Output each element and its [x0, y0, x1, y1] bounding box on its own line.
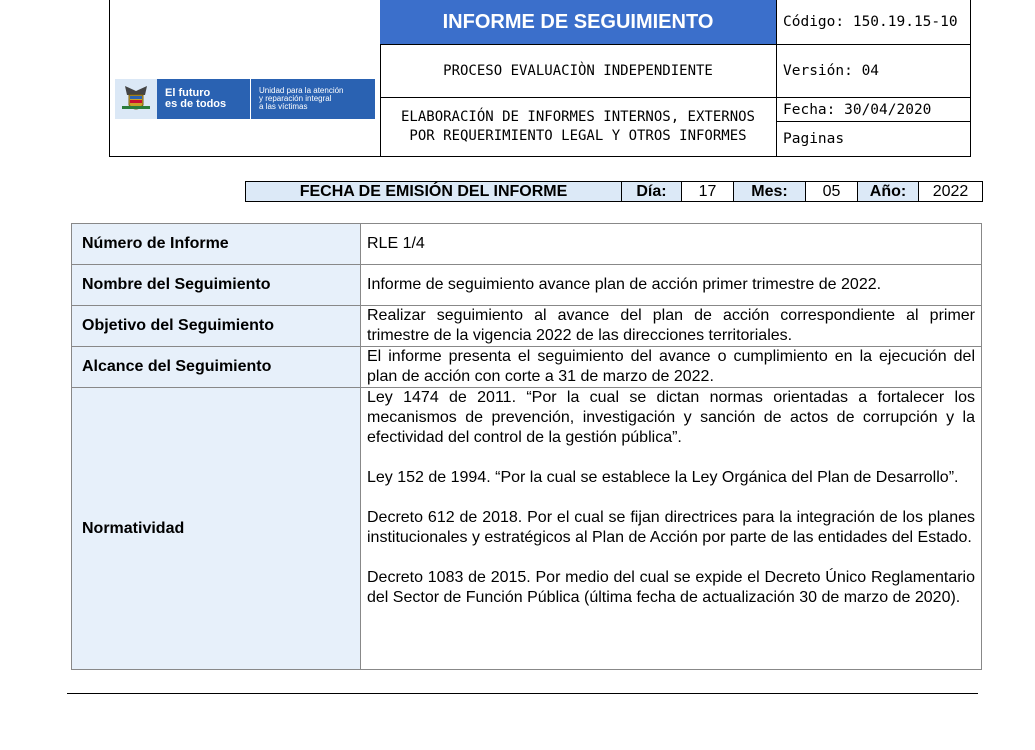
document-date: Fecha: 30/04/2020 — [777, 98, 970, 122]
table-row — [72, 265, 982, 306]
report-number-label: Número de Informe — [72, 224, 361, 265]
followup-name-value: Informe de seguimiento avance plan de acción primer trimestre de 2022. — [361, 265, 982, 306]
emission-date-row — [245, 181, 983, 202]
process-name: PROCESO EVALUACIÒN INDEPENDIENTE — [380, 45, 777, 98]
regulations-value — [361, 388, 982, 670]
table-row — [72, 224, 982, 265]
colombia-coat-of-arms-icon — [115, 79, 157, 119]
regulation-item: Decreto 1083 de 2015. Por medio del cual se expide el Decreto Único Reglamentario del Sector de Función Pública (última fecha de actualización 30 de marzo de 2020). — [367, 569, 975, 606]
brand-line-1: El futuro — [165, 87, 211, 99]
regulation-item: Ley 1474 de 2011. “Por la cual se dictan normas orientadas a fortalecer los mecanismos de prevención, investigación y sanción de actos de corrupción y la efectividad del control de la gestión pública”. — [367, 389, 975, 446]
document-title: INFORME DE SEGUIMIENTO — [380, 0, 777, 45]
entity-line-1: Unidad para la atención — [259, 86, 344, 95]
report-info-table — [71, 223, 982, 670]
subprocess-name: ELABORACIÓN DE INFORMES INTERNOS, EXTERNOS POR REQUERIMIENTO LEGAL Y OTROS INFORMES — [380, 98, 777, 156]
scope-label: Alcance del Seguimiento — [72, 347, 361, 388]
regulations-label: Normatividad — [72, 388, 361, 670]
year-label: Año: — [858, 182, 919, 201]
regulation-item: Ley 152 de 1994. “Por la cual se establece la Ley Orgánica del Plan de Desarrollo”. — [367, 469, 959, 486]
logo-cell — [110, 0, 381, 156]
entity-line-2: y reparación integral — [259, 94, 332, 103]
document-pages: Paginas — [783, 131, 845, 147]
day-value: 17 — [682, 182, 734, 201]
month-value: 05 — [806, 182, 858, 201]
year-value: 2022 — [919, 182, 982, 201]
table-row — [72, 347, 982, 388]
brand-slogan — [157, 79, 250, 119]
objective-value: Realizar seguimiento al avance del plan de acción correspondiente al primer trimestre de la vigencia 2022 de las direcciones territoriales. — [361, 306, 982, 347]
brand-line-2: es de todos — [165, 98, 227, 110]
table-row — [72, 306, 982, 347]
report-number-value: RLE 1/4 — [361, 224, 982, 265]
objective-label: Objetivo del Seguimiento — [72, 306, 361, 347]
institution-logo — [115, 79, 375, 119]
document-header — [109, 0, 971, 157]
page-divider — [67, 693, 978, 694]
regulation-item: Decreto 612 de 2018. Por el cual se fijan directrices para la integración de los planes institucionales y estratégicos al Plan de Acción por parte de las entidades del Estado. — [367, 509, 975, 546]
document-code: Código: 150.19.15-10 — [777, 0, 970, 45]
month-label: Mes: — [734, 182, 806, 201]
scope-value: El informe presenta el seguimiento del avance o cumplimiento en la ejecución del plan de acción con corte a 31 de marzo de 2022. — [361, 347, 982, 388]
document-version: Versión: 04 — [777, 45, 970, 98]
entity-line-3: a las víctimas — [259, 102, 308, 111]
followup-name-label: Nombre del Seguimiento — [72, 265, 361, 306]
day-label: Día: — [622, 182, 682, 201]
entity-name — [250, 79, 375, 119]
emission-date-label: FECHA DE EMISIÓN DEL INFORME — [246, 182, 622, 201]
table-row — [72, 388, 982, 670]
